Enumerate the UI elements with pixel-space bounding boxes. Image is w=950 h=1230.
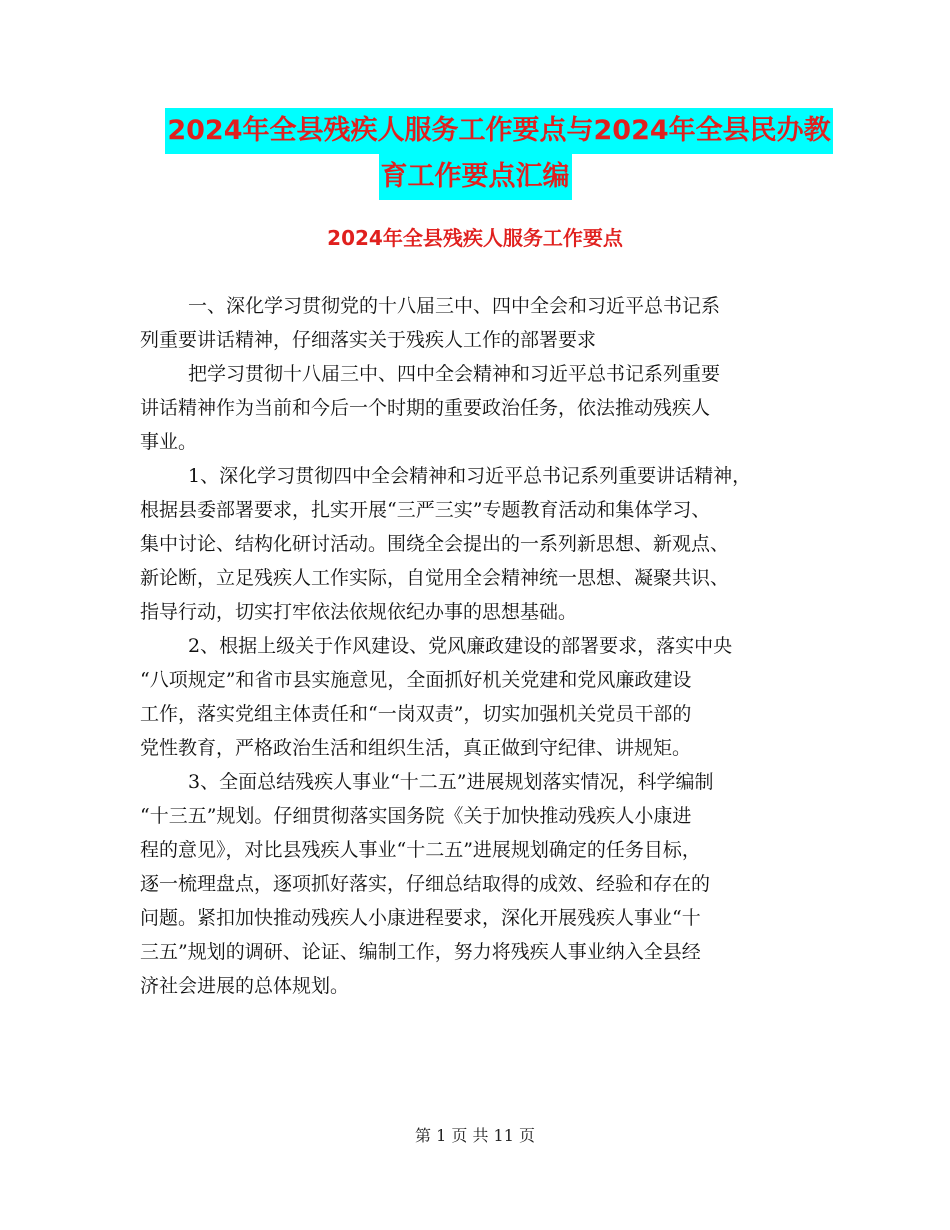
paragraph [140,357,815,459]
paragraph-line: 根据县委部署要求，扎实开展“三严三实”专题教育活动和集体学习、 [140,499,711,521]
paragraph-line: “八项规定”和省市县实施意见，全面抓好机关党建和党风廉政建设 [140,669,692,691]
paragraph-line: 3、全面总结残疾人事业“十二五”进展规划落实情况，科学编制 [188,771,714,793]
paragraph-line: 问题。紧扣加快推动残疾人小康进程要求，深化开展残疾人事业“十 [140,907,701,929]
paragraph-line: 讲话精神作为当前和今后一个时期的重要政治任务，依法推动残疾人 [140,397,711,419]
paragraph-line: 济社会进展的总体规划。 [140,975,350,997]
paragraph [140,289,815,357]
paragraph-line: 逐一梳理盘点，逐项抓好落实，仔细总结取得的成效、经验和存在的 [140,873,711,895]
paragraph-line: “十三五”规划。仔细贯彻落实国务院《关于加快推动残疾人小康进 [140,805,692,827]
paragraph-line: 2、根据上级关于作风建设、党风廉政建设的部署要求，落实中央 [188,635,733,657]
page-number-footer: 第 1 页 共 11 页 [415,1126,535,1145]
paragraph [140,629,815,765]
paragraph-line: 一、深化学习贯彻党的十八届三中、四中全会和习近平总书记系 [188,295,721,317]
paragraph-line: 1、深化学习贯彻四中全会精神和习近平总书记系列重要讲话精神， [188,465,752,487]
paragraph [140,459,815,629]
paragraph-line: 指导行动，切实打牢依法依规依纪办事的思想基础。 [140,601,578,623]
paragraph-line: 列重要讲话精神，仔细落实关于残疾人工作的部署要求 [140,329,597,351]
paragraph-line: 新论断，立足残疾人工作实际，自觉用全会精神统一思想、凝聚共识、 [140,567,730,589]
paragraph-line: 三五”规划的调研、论证、编制工作，努力将残疾人事业纳入全县经 [140,941,701,963]
paragraph [140,765,815,1003]
document-title-line-2: 育工作要点汇编 [379,154,572,200]
paragraph-line: 事业。 [140,431,198,453]
paragraph-line: 党性教育，严格政治生活和组织生活，真正做到守纪律、讲规矩。 [140,737,692,759]
document-title-line-1: 2024年全县残疾人服务工作要点与2024年全县民办教 [165,108,832,154]
paragraph-line: 程的意见》，对比县残疾人事业“十二五”进展规划确定的任务目标， [140,839,701,861]
document-title [0,108,950,200]
document-body [140,289,815,1003]
section-heading: 2024年全县残疾人服务工作要点 [327,226,623,250]
paragraph-line: 集中讨论、结构化研讨活动。围绕全会提出的一系列新思想、新观点、 [140,533,730,555]
paragraph-line: 把学习贯彻十八届三中、四中全会精神和习近平总书记系列重要 [188,363,721,385]
paragraph-line: 工作，落实党组主体责任和“一岗双责”，切实加强机关党员干部的 [140,703,692,725]
